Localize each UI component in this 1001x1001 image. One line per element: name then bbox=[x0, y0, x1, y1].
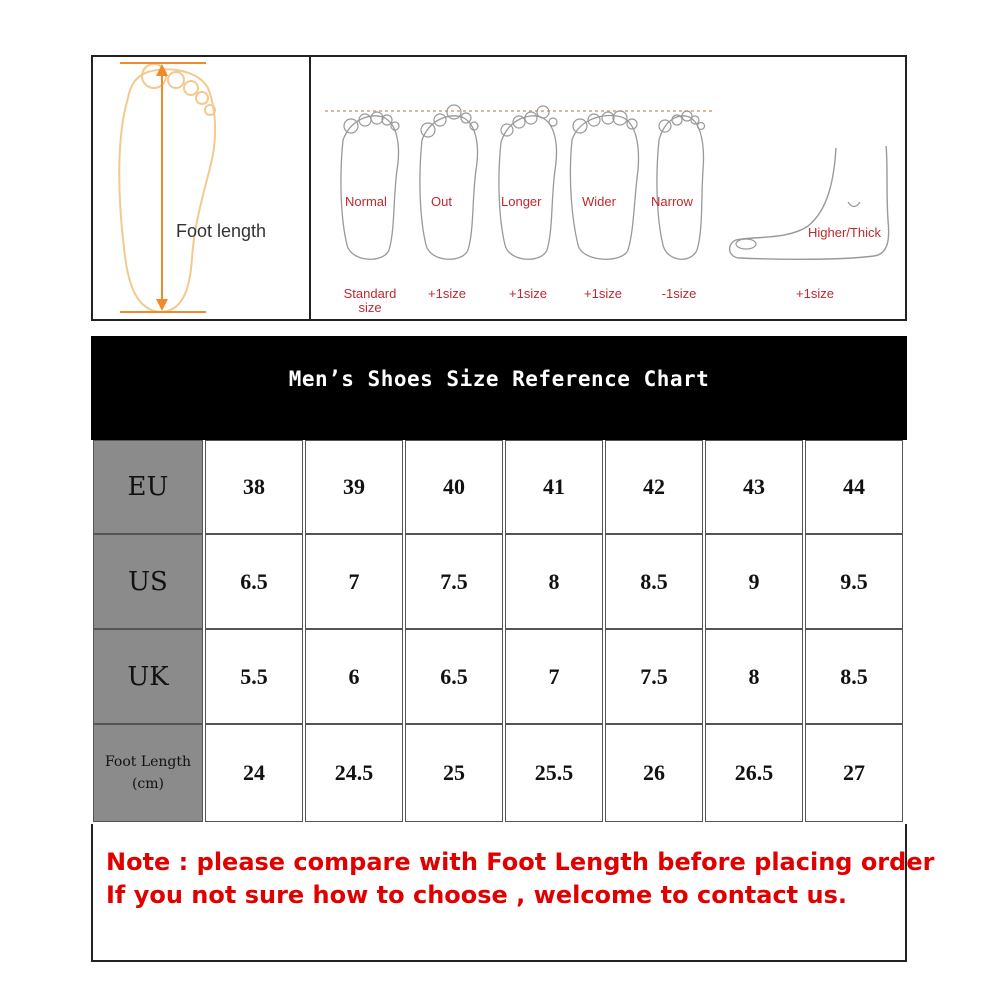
chart-header bbox=[91, 336, 907, 440]
note-line-2: If you not sure how to choose , welcome to contact us. bbox=[106, 881, 847, 909]
table-cell: 5.5 bbox=[205, 629, 303, 724]
foot-longer-icon bbox=[491, 100, 565, 270]
size-note: +1size bbox=[796, 286, 834, 301]
foot-type-label: Out bbox=[431, 194, 452, 209]
table-cell: 8 bbox=[705, 629, 803, 724]
table-cell: 44 bbox=[805, 440, 903, 534]
guide-divider bbox=[309, 55, 311, 321]
size-note: +1size bbox=[509, 286, 547, 301]
table-cell: 8.5 bbox=[805, 629, 903, 724]
table-cell: 38 bbox=[205, 440, 303, 534]
row-header-uk: UK bbox=[93, 629, 203, 724]
table-cell: 8 bbox=[505, 534, 603, 629]
foot-length-label: Foot length bbox=[176, 221, 267, 241]
foot-type-label: Higher/Thick bbox=[808, 225, 881, 240]
table-cell: 27 bbox=[805, 724, 903, 822]
row-header-foot-length-label: Foot Length bbox=[104, 754, 192, 770]
foot-type-wider bbox=[568, 100, 642, 270]
chart-title: Men’s Shoes Size Reference Chart bbox=[288, 367, 710, 391]
table-cell: 9.5 bbox=[805, 534, 903, 629]
table-cell: 24 bbox=[205, 724, 303, 822]
row-header-us: US bbox=[93, 534, 203, 629]
foot-type-label: Normal bbox=[345, 194, 387, 209]
table-cell: 9 bbox=[705, 534, 803, 629]
table-cell: 7.5 bbox=[605, 629, 703, 724]
size-note-line: size bbox=[358, 300, 382, 315]
table-cell: 6 bbox=[305, 629, 403, 724]
table-cell: 39 bbox=[305, 440, 403, 534]
foot-type-label: Longer bbox=[501, 194, 542, 209]
table-cell: 25 bbox=[405, 724, 503, 822]
table-cell: 41 bbox=[505, 440, 603, 534]
foot-wider-icon bbox=[568, 100, 642, 270]
size-note: +1size bbox=[584, 286, 622, 301]
foot-type-label: Narrow bbox=[651, 194, 693, 209]
row-header-eu: EU bbox=[93, 440, 203, 534]
foot-length-diagram bbox=[98, 58, 308, 318]
table-cell: 26.5 bbox=[705, 724, 803, 822]
table-cell: 8.5 bbox=[605, 534, 703, 629]
table-cell: 7 bbox=[505, 629, 603, 724]
foot-type-normal bbox=[333, 100, 407, 270]
table-cell: 40 bbox=[405, 440, 503, 534]
size-note bbox=[332, 287, 408, 315]
note-line-1: Note : please compare with Foot Length before placing order bbox=[106, 848, 935, 876]
foot-outline-icon bbox=[98, 58, 308, 318]
foot-side-view-icon bbox=[724, 140, 894, 270]
table-cell: 43 bbox=[705, 440, 803, 534]
foot-normal-icon bbox=[333, 100, 407, 270]
size-note-line: Standard bbox=[343, 286, 397, 301]
table-cell: 6.5 bbox=[405, 629, 503, 724]
foot-type-narrow bbox=[645, 100, 719, 270]
row-header-unit: (cm) bbox=[131, 776, 165, 792]
size-note: +1size bbox=[428, 286, 466, 301]
foot-narrow-icon bbox=[645, 100, 719, 270]
table-cell: 25.5 bbox=[505, 724, 603, 822]
foot-type-label: Wider bbox=[582, 194, 616, 209]
foot-type-longer bbox=[491, 100, 565, 270]
table-cell: 26 bbox=[605, 724, 703, 822]
table-cell: 42 bbox=[605, 440, 703, 534]
table-cell: 24.5 bbox=[305, 724, 403, 822]
table-cell: 6.5 bbox=[205, 534, 303, 629]
table-cell: 7 bbox=[305, 534, 403, 629]
size-note: -1size bbox=[661, 286, 697, 301]
row-header-foot-length bbox=[93, 724, 203, 822]
foot-out-icon bbox=[412, 100, 486, 270]
foot-type-higher-thick bbox=[724, 140, 894, 270]
foot-type-out bbox=[412, 100, 486, 270]
table-cell: 7.5 bbox=[405, 534, 503, 629]
